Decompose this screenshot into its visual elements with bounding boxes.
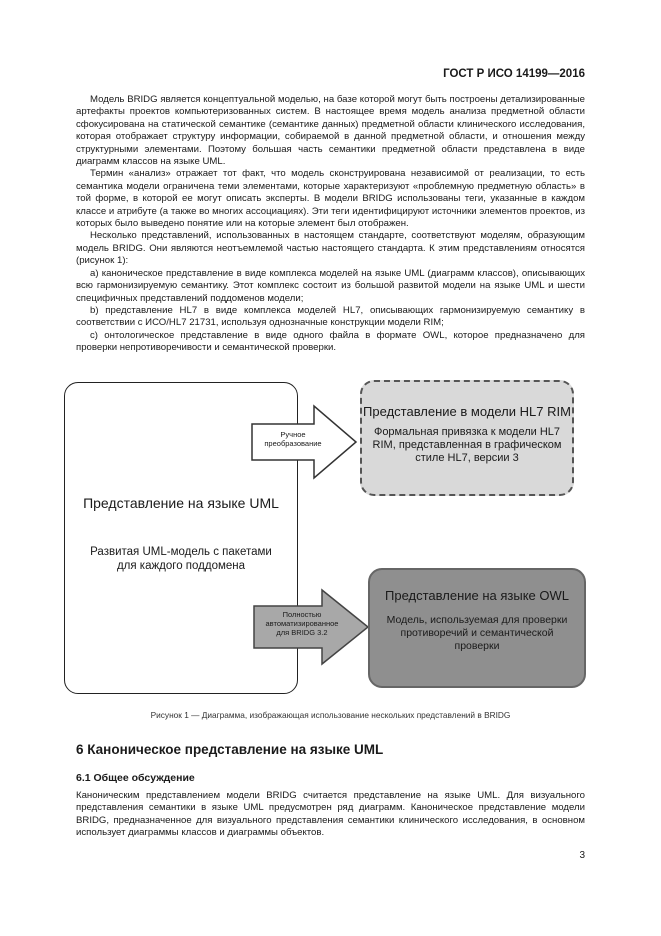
page-number: 3 [579, 850, 585, 861]
rim-box-description: Формальная привязка к модели HL7 RIM, представленная в графическом стиле HL7, версии 3 [372, 426, 562, 464]
subsection-heading: 6.1 Общее обсуждение [76, 772, 195, 784]
hl7-rim-representation-box [360, 380, 574, 496]
list-item-c: с) онтологическое представление в виде одного файла в формате OWL, которое предназначено для проверки непротиворечивости и семантической проверки. [76, 329, 585, 354]
section-text [76, 790, 585, 840]
rim-box-title: Представление в модели HL7 RIM [363, 404, 571, 419]
intro-text [76, 94, 585, 355]
paragraph-representations: Несколько представлений, использованных в настоящем стандарте, соответствуют моделям, образующим модель BRIDG. Они являются неотъемлемой частью настоящего стандарта. К этим представлениям относятся (рисунок 1): [76, 230, 585, 267]
figure-caption: Рисунок 1 — Диаграмма, изображающая использование нескольких представлений в BRIDG [150, 710, 511, 720]
uml-box-description: Развитая UML-модель с пакетами для каждого поддомена [90, 546, 272, 572]
owl-box-title: Представление на языке OWL [385, 588, 569, 603]
list-item-b: b) представление HL7 в виде комплекса моделей HL7, описывающих гармонизируемую семантику в соответствии с ИСО/HL7 21731, используя однозначные конструкции модели RIM; [76, 304, 585, 329]
figure-1-diagram [62, 376, 600, 696]
uml-box-title: Представление на языке UML [83, 495, 279, 511]
owl-representation-box [368, 568, 586, 688]
paragraph-bridg-conceptual: Модель BRIDG является концептуальной моделью, на базе которой могут быть построены детализированные артефакты проектов компьютеризованных систем. В настоящее время модель анализа предметной области сфокусирована на статической семантике (семантике данных) предметной области клинического исследования, которая отображает структуру информации, собираемой в данной предметной области, и отношения между структурными элементами. Поэтому большая часть семантики предметной области представлена в виде диаграмм классов на языке UML. [76, 94, 585, 168]
manual-transform-label: Ручное преобразование [264, 430, 322, 448]
manual-transform-arrow [250, 404, 358, 480]
owl-box-description: Модель, используемая для проверки противоречий и семантической проверки [386, 614, 568, 652]
section-heading: 6 Каноническое представление на языке UML [76, 742, 384, 757]
list-item-a: а) каноническое представление в виде комплекса моделей на языке UML (диаграмм классов), описывающих всю гармонизируемую семантику. Этот комплекс состоит из большой развитой модели на языке UML и шести специфичных представлений поддоменов модели; [76, 267, 585, 304]
document-header: ГОСТ Р ИСО 14199—2016 [443, 68, 585, 80]
paragraph-analysis-term: Термин «анализ» отражает тот факт, что модель сконструирована независимой от реализации, то есть семантика модели ограничена теми элементами, которые характеризуют «проблемную предметную область» в той форме, в которой ее могут описать эксперты. В модели BRIDG использованы теги, указанные в каждом классе и атрибуте (а также во многих ассоциациях). Эти теги идентифицируют источники элементов проектов, из которых было выведено понятие или на которые элемент был отображен. [76, 168, 585, 230]
automated-transform-label: Полностью автоматизированное для BRIDG 3.2 [265, 610, 339, 637]
paragraph-canonical-uml: Каноническим представлением модели BRIDG считается представление на языке UML. Для визуального представления семантики в языке UML предусмотрен ряд диаграмм. Каноническое представление модели BRIDG, предназначенное для визуального представления семантики клинического исследования, в основном использует диаграммы классов и диаграммы объектов. [76, 790, 585, 839]
automated-transform-arrow [252, 588, 370, 666]
